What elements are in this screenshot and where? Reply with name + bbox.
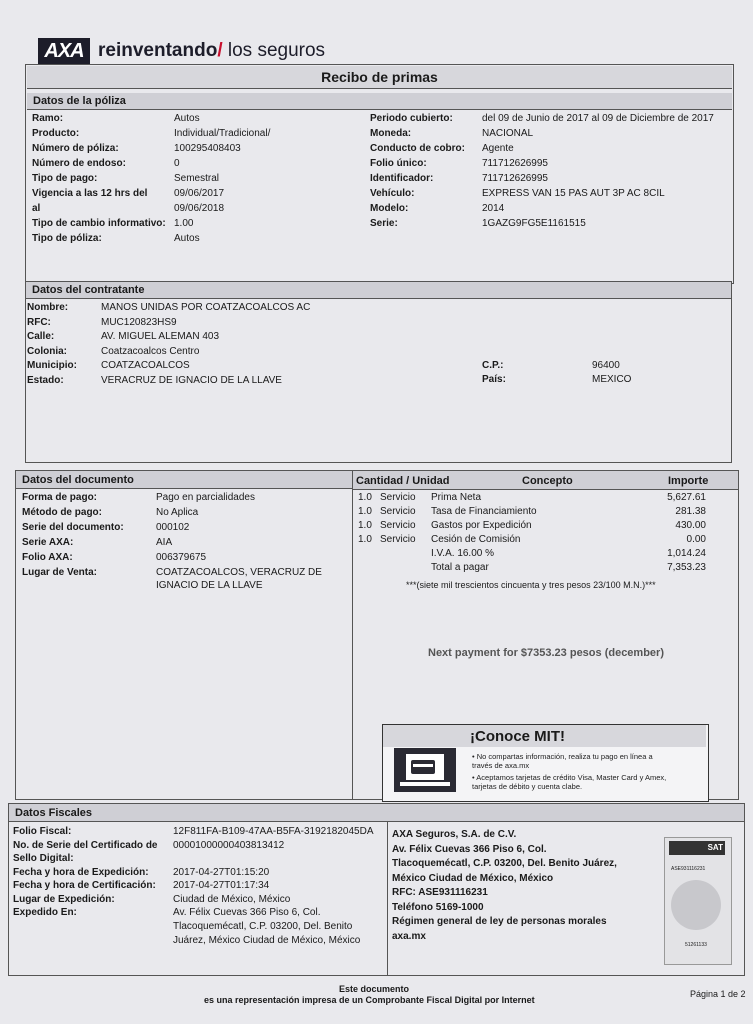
contratante-field-label: RFC:	[27, 316, 51, 328]
documento-field-value: AIA	[156, 537, 173, 548]
poliza-field-value: EXPRESS VAN 15 PAS AUT 3P AC 8CIL	[482, 188, 665, 199]
documento-field-value: Pago en parcialidades	[156, 492, 255, 503]
contratante-field-label: Calle:	[27, 331, 55, 342]
contratante-field-label: Nombre:	[27, 302, 69, 313]
documento-field-label: Forma de pago:	[22, 492, 98, 503]
seal-icon	[671, 880, 721, 930]
cp-label: C.P.:	[482, 360, 504, 371]
poliza-field-value: Individual/Tradicional/	[174, 128, 271, 139]
concepto-name: Tasa de Financiamiento	[431, 506, 537, 517]
poliza-field-value: Autos	[174, 113, 200, 124]
concepto-qty: 1.0	[358, 520, 372, 531]
concepto-qty: 1.0	[358, 506, 372, 517]
poliza-field-label: Identificador:	[370, 173, 434, 184]
mit-line1: • No compartas información, realiza tu pago en línea a	[472, 752, 653, 761]
page-number: Página 1 de 2	[690, 989, 746, 999]
qr-bottom-text: 51261133	[685, 942, 707, 948]
documento-field-label: Serie AXA:	[22, 537, 74, 548]
contratante-field-value: Coatzacoalcos Centro	[101, 345, 200, 357]
poliza-field-value: NACIONAL	[482, 128, 534, 139]
concepto-amount: 0.00	[686, 534, 706, 545]
poliza-field-label: Folio único:	[370, 158, 427, 169]
concepto-unit: Servicio	[380, 520, 416, 531]
poliza-field-value: Autos	[174, 233, 200, 244]
documento-field-label: Método de pago:	[22, 507, 102, 518]
poliza-field-label: Vehículo:	[370, 188, 415, 199]
contratante-field-value: MANOS UNIDAS POR COATZACOALCOS AC	[101, 302, 311, 313]
total-value: 7,353.23	[667, 562, 706, 573]
poliza-field-label: Serie:	[370, 218, 398, 229]
poliza-field-value: 711712626995	[482, 173, 548, 184]
qr-code-text: ASE931116231	[671, 866, 706, 872]
fiscal-field-label: Lugar de Expedición:	[13, 893, 115, 905]
emisor-line: axa.mx	[392, 930, 426, 942]
fiscal-field-value: 12F811FA-B109-47AA-B5FA-3192182045DA	[173, 826, 374, 837]
head-importe: Importe	[668, 475, 709, 487]
poliza-field-label: al	[32, 203, 41, 214]
documento-field-value: COATZACOALCOS, VERACRUZ DE	[156, 567, 322, 578]
poliza-field-label: Vigencia a las 12 hrs del	[32, 188, 148, 199]
documento-field-value: No Aplica	[156, 507, 199, 518]
concepto-name: Cesión de Comisión	[431, 534, 521, 545]
tagline-slash: /	[217, 40, 223, 61]
iva-label: I.V.A. 16.00 %	[431, 548, 495, 559]
poliza-field-label: Tipo de póliza:	[32, 233, 102, 244]
poliza-field-label: Número de endoso:	[32, 158, 126, 169]
poliza-field-label: Moneda:	[370, 128, 412, 139]
poliza-field-label: Ramo:	[32, 113, 64, 124]
concepto-name: Prima Neta	[431, 492, 482, 503]
amount-in-words: ***(siete mil trescientos cincuenta y tres pesos 23/100 M.N.)***	[406, 580, 656, 590]
pais-value: MEXICO	[592, 374, 632, 385]
concepto-amount: 281.38	[675, 506, 706, 517]
emisor-line: Tlacoquemécatl, C.P. 03200, Del. Benito Juárez,	[392, 858, 617, 869]
contratante-field-label: Colonia:	[27, 345, 67, 357]
contratante-field-value: COATZACOALCOS	[101, 360, 190, 371]
contratante-field-value: MUC120823HS9	[101, 316, 177, 328]
axa-logo	[38, 38, 90, 64]
poliza-field-label: Modelo:	[370, 203, 409, 214]
cp-value: 96400	[592, 360, 620, 371]
concepto-qty: 1.0	[358, 492, 372, 503]
fiscal-field-label: Folio Fiscal:	[13, 826, 72, 837]
poliza-field-value: 100295408403	[174, 143, 241, 154]
fiscal-field-label: Expedido En:	[13, 907, 77, 918]
concepto-amount: 430.00	[675, 520, 706, 531]
fiscal-field-value: 2017-04-27T01:15:20	[173, 866, 270, 878]
emisor-line: AXA Seguros, S.A. de C.V.	[392, 829, 517, 840]
poliza-field-label: Tipo de cambio informativo:	[32, 218, 166, 229]
fiscal-field-value: 2017-04-27T01:17:34	[173, 880, 270, 891]
tagline-bold: reinventando	[98, 40, 218, 61]
page-title: Recibo de primas	[27, 66, 732, 89]
documento-field-value: 006379675	[156, 552, 207, 563]
concepto-name: Gastos por Expedición	[431, 520, 532, 531]
poliza-field-value: 09/06/2018	[174, 203, 225, 214]
contratante-heading: Datos del contratante	[26, 282, 731, 299]
fiscal-field-label: No. de Serie del Certificado de	[13, 839, 158, 851]
mit-line3: • Aceptamos tarjetas de crédito Visa, Master Card y Amex,	[472, 773, 667, 782]
qr-code	[664, 837, 732, 965]
poliza-field-value: 711712626995	[482, 158, 548, 169]
head-cantidad: Cantidad / Unidad	[356, 475, 450, 487]
tagline	[98, 40, 325, 62]
poliza-field-value: 09/06/2017	[174, 188, 225, 199]
expedido-line2: Tlacoquemécatl, C.P. 03200, Del. Benito	[173, 921, 353, 932]
iva-value: 1,014.24	[667, 548, 706, 559]
footer-line2: es una representación impresa de un Comprobante Fiscal Digital por Internet	[204, 995, 535, 1005]
sat-logo: SAT	[669, 841, 725, 855]
concepto-amount: 5,627.61	[667, 492, 706, 503]
fiscal-field-value: 00001000000403813412	[173, 839, 285, 851]
fiscal-field-value: Av. Félix Cuevas 366 Piso 6, Col.	[173, 907, 321, 918]
emisor-line: Régimen general de ley de personas morales	[392, 916, 607, 927]
documento-divider	[352, 471, 353, 799]
concepto-unit: Servicio	[380, 492, 416, 503]
contratante-field-value: AV. MIGUEL ALEMAN 403	[101, 331, 220, 342]
emisor-line: México Ciudad de México, México	[392, 872, 554, 884]
documento-field-label: Lugar de Venta:	[22, 567, 98, 578]
poliza-field-label: Número de póliza:	[32, 143, 119, 154]
contratante-field-label: Municipio:	[27, 360, 77, 371]
poliza-field-value: 2014	[482, 203, 505, 214]
emisor-line: Teléfono 5169-1000	[392, 901, 484, 913]
documento-field-value: 000102	[156, 522, 190, 533]
total-label: Total a pagar	[431, 562, 489, 573]
poliza-field-value: 0	[174, 158, 180, 169]
next-payment-note: Next payment for $7353.23 pesos (december)	[428, 647, 664, 659]
documento-field-label: Serie del documento:	[22, 522, 124, 533]
poliza-field-value: 1.00	[174, 218, 194, 229]
lugar-line2: IGNACIO DE LA LLAVE	[156, 580, 263, 591]
contratante-field-value: VERACRUZ DE IGNACIO DE LA LLAVE	[101, 374, 282, 386]
poliza-field-value: 1GAZG9FG5E1161515	[482, 218, 586, 229]
concepto-unit: Servicio	[380, 534, 416, 545]
fiscal-field-label: Fecha y hora de Certificación:	[13, 880, 156, 891]
poliza-field-label: Producto:	[32, 128, 80, 139]
poliza-field-value: Agente	[482, 143, 514, 154]
documento-heading: Datos del documento	[16, 471, 352, 489]
poliza-field-label: Conducto de cobro:	[370, 143, 465, 154]
footer-line1: Este documento	[339, 984, 410, 994]
poliza-field-value: Semestral	[174, 173, 220, 184]
fiscales-heading: Datos Fiscales	[9, 804, 744, 822]
emisor-line: Av. Félix Cuevas 366 Piso 6, Col.	[392, 843, 547, 855]
concepto-unit: Servicio	[380, 506, 416, 517]
fiscal-field-value: Ciudad de México, México	[173, 893, 291, 905]
mit-line2: través de axa.mx	[472, 761, 530, 770]
poliza-field-value: del 09 de Junio de 2017 al 09 de Diciembre de 2017	[482, 113, 714, 124]
poliza-field-label: Periodo cubierto:	[370, 113, 453, 124]
poliza-heading: Datos de la póliza	[27, 93, 732, 110]
fiscal-field-label: Fecha y hora de Expedición:	[13, 866, 149, 878]
axa-logo-text: AXA	[44, 40, 84, 62]
expedido-line3: Juárez, México Ciudad de México, México	[173, 935, 361, 946]
pais-label: País:	[482, 374, 506, 385]
poliza-field-label: Tipo de pago:	[32, 173, 98, 184]
concepto-qty: 1.0	[358, 534, 372, 545]
documento-field-label: Folio AXA:	[22, 552, 73, 563]
mit-title: ¡Conoce MIT!	[470, 728, 565, 745]
fiscal-field-label: Sello Digital:	[13, 853, 74, 864]
mit-line4: tarjetas de débito y cuenta clabe.	[472, 782, 583, 791]
contratante-field-label: Estado:	[27, 374, 64, 386]
laptop-payment-icon	[394, 748, 456, 792]
fiscales-divider	[387, 822, 388, 975]
emisor-line: RFC: ASE931116231	[392, 887, 488, 898]
head-concepto: Concepto	[522, 475, 573, 487]
tagline-rest: los seguros	[222, 40, 326, 61]
